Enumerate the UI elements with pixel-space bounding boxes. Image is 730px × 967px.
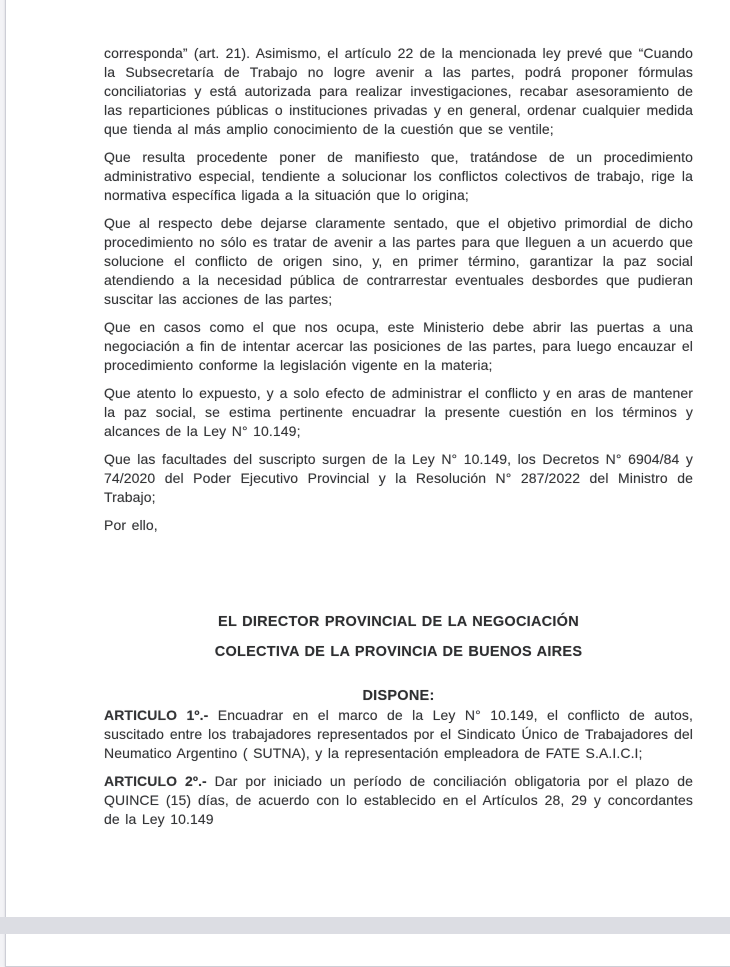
article-1-text: Encuadrar en el marco de la Ley N° 10.149, el conflicto de autos, suscitado entre los trabajadores representados por el Sindicato Único de Trabajadores del Neumatico Argentino ( SUTNA), y la representación empleadora de FATE S.A.I.C.I; bbox=[104, 707, 693, 761]
background-bottom-band bbox=[0, 917, 730, 934]
document-page bbox=[5, 0, 730, 967]
body-paragraph-4: Que en casos como el que nos ocupa, este Ministerio debe abrir las puertas a una negociación a fin de intentar acercar las posiciones de las partes, para luego encauzar el procedimiento conforme la legislación vigente en la materia; bbox=[104, 319, 693, 373]
body-paragraph-3: Que al respecto debe dejarse claramente sentado, que el objetivo primordial de dicho procedimiento no sólo es tratar de avenir a las partes para que lleguen a un acuerdo que solucione el conflicto de origen sino, y, en primer término, garantizar la paz social atendiendo a la necesidad pública de contrarrestar eventuales desbordes que pudieran suscitar las acciones de las partes; bbox=[104, 215, 693, 307]
body-paragraph-6: Que las facultades del suscripto surgen de la Ley N° 10.149, los Decretos N° 6904/84 y 74/2020 del Poder Ejecutivo Provincial y la Resolución N° 287/2022 del Ministro de Trabajo; bbox=[104, 451, 693, 505]
body-paragraph-1: corresponda” (art. 21). Asimismo, el artículo 22 de la mencionada ley prevé que “Cuando la Subsecretaría de Trabajo no logre avenir a las partes, podrá proponer fórmulas conciliatorias y está autorizada para realizar investigaciones, recabar asesoramiento de las reparticiones públicas o instituciones privadas y en general, ordenar cualquier medida que tienda al más amplio conocimiento de la cuestión que se ventile; bbox=[104, 45, 693, 137]
heading-director-line-1: EL DIRECTOR PROVINCIAL DE LA NEGOCIACIÓN bbox=[218, 614, 579, 630]
article-1-label: ARTICULO 1º.- bbox=[104, 707, 218, 723]
dispone-heading: DISPONE: bbox=[362, 688, 435, 704]
body-paragraph-5: Que atento lo expuesto, y a solo efecto de administrar el conflicto y en aras de mantener la paz social, se estima pertinente encuadrar la presente cuestión en los términos y alcances de la Ley N° 10.149; bbox=[104, 385, 693, 439]
article-1-paragraph bbox=[104, 706, 693, 763]
article-2-label: ARTICULO 2º.- bbox=[104, 773, 215, 789]
document-text-block bbox=[104, 44, 693, 829]
body-paragraph-2: Que resulta procedente poner de manifiesto que, tratándose de un procedimiento administrativo especial, tendiente a solucionar los conflictos colectivos de trabajo, rige la normativa específica ligada a la situación que lo origina; bbox=[104, 149, 693, 203]
article-2-text: Dar por iniciado un período de conciliación obligatoria por el plazo de QUINCE (15) días, de acuerdo con lo establecido en el Artículos 28, 29 y concordantes de la Ley 10.149 bbox=[104, 773, 693, 827]
article-2-paragraph bbox=[104, 772, 693, 829]
por-ello-line: Por ello, bbox=[104, 517, 158, 533]
heading-director-line-2: COLECTIVA DE LA PROVINCIA DE BUENOS AIRES bbox=[214, 644, 583, 660]
